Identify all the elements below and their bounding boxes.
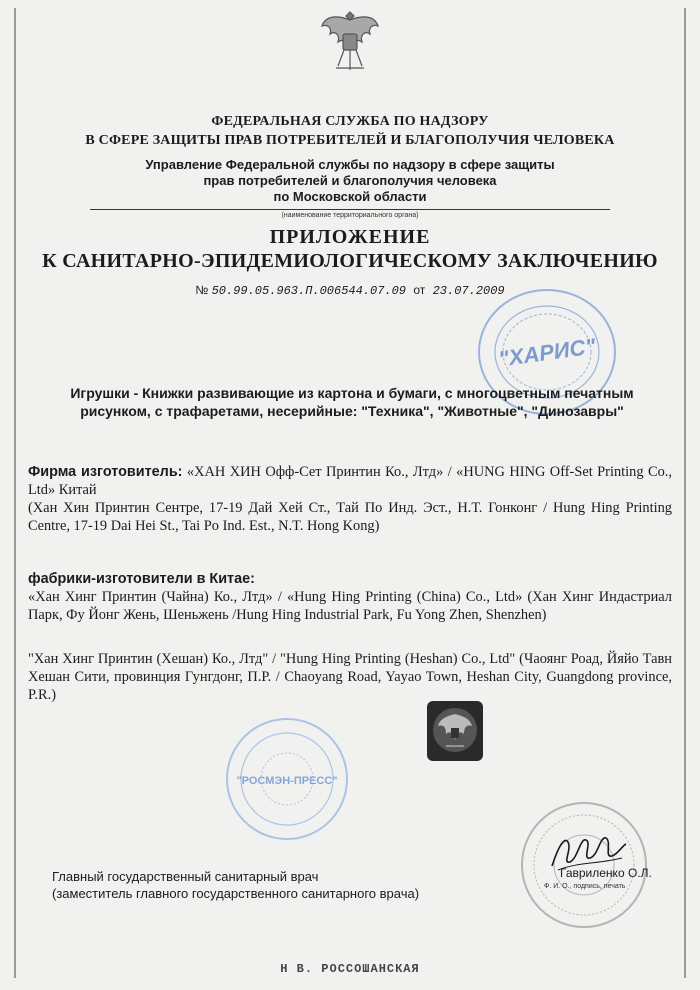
agency-title-line1: ФЕДЕРАЛЬНАЯ СЛУЖБА ПО НАДЗОРУ <box>211 114 489 129</box>
factories-heading: фабрики-изготовители в Китае: <box>28 571 255 587</box>
certificate-number: 50.99.05.963.П.006544.07.09 <box>211 284 407 298</box>
department-line2: прав потребителей и благополучия человека <box>203 173 497 188</box>
rosmen-press-stamp-text: "РОСМЭН-ПРЕСС" <box>236 775 338 787</box>
hologram-icon <box>426 700 484 762</box>
number-label: № <box>195 283 209 297</box>
agency-title-line2: В СФЕРЕ ЗАЩИТЫ ПРАВ ПОТРЕБИТЕЛЕЙ И БЛАГОПОЛУЧИЯ ЧЕЛОВЕКА <box>85 133 615 148</box>
manufacturer-address: (Хан Хин Принтин Сентре, 17-19 Дай Хей Ст., Тай По Инд. Эст., Н.Т. Гонконг / Hung Hing Printing Centre, 17-19 Dai Hei St., Tai Po Ind. Est., N.T. Hong Kong) <box>28 500 672 534</box>
divider <box>90 209 610 210</box>
manufacturer-name: «ХАН ХИН Офф-Сет Принтин Ко., Лтд» / «HUNG HING Off-Set Printing Co., Ltd» Китай <box>28 464 672 498</box>
product-description: Игрушки - Книжки развивающие из картона и бумаги, с многоцветным печатным рисунком, с трафаретами, несерийные: "Техника", "Животные", "Динозавры" <box>70 385 634 419</box>
document-title: ПРИЛОЖЕНИЕ <box>269 226 431 248</box>
haris-stamp-text: "ХАРИС" <box>496 333 598 372</box>
rosmen-press-stamp <box>222 716 352 842</box>
signature-caption: Ф. И. О., подпись, печать <box>544 883 626 890</box>
signer-title: Главный государственный санитарный врач <box>52 869 319 884</box>
manufacturer-label: Фирма изготовитель: <box>28 464 183 480</box>
date-label: от <box>413 283 426 297</box>
document-subtitle: К САНИТАРНО-ЭПИДЕМИОЛОГИЧЕСКОМУ ЗАКЛЮЧЕНИЮ <box>42 250 658 272</box>
factory-item-china: «Хан Хинг Принтин (Чайна) Ко., Лтд» / «Hung Hing Printing (China) Co., Ltd» (Хан Хинг Индастриал Парк, Фу Йонг Жень, Шеньжень /Hung Hing Industrial Park, Fu Yong Zhen, Shenzhen) <box>28 589 672 623</box>
department-line3: по Московской области <box>273 189 427 204</box>
field-caption: (наименование территориального органа) <box>281 212 419 219</box>
signer-title-deputy: (заместитель главного государственного санитарного врача) <box>52 886 420 901</box>
department-line1: Управление Федеральной службы по надзору в сфере защиты <box>145 157 555 172</box>
certificate-date: 23.07.2009 <box>432 284 505 298</box>
russian-emblem-icon <box>318 6 382 78</box>
factory-item-heshan: "Хан Хинг Принтин (Хешан) Ко., Лтд" / "Hung Hing Printing (Heshan) Co., Ltd" (Чаоянг Роад, Йяйо Тавн Хешан Сити, провинция Гунгдонг, П.Р. / Chaoyang Road, Yayao Town, Heshan City, Guangdong province, P.R.) <box>28 651 672 703</box>
footer-stamp-text: Н В. РОССОШАНСКАЯ <box>280 962 420 976</box>
signer-name: Гавриленко О.Л. <box>560 866 652 880</box>
manufacturer-block <box>28 463 672 535</box>
